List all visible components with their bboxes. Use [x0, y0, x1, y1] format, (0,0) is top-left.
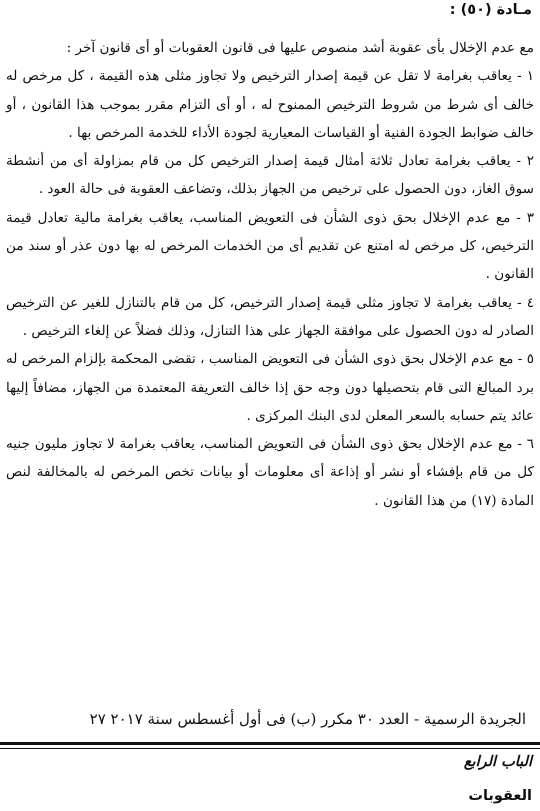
clause-4: ٤ - يعاقب بغرامة لا تجاوز مثلى قيمة إصدار الترخيص، كل من قام بالتنازل للغير عن الترخيص الصادر له دون الحصول على موافقة الجهاز على هذا التنازل، وذلك فضلاً عن إلغاء الترخيص .: [6, 294, 534, 339]
clause-5: ٥ - مع عدم الإخلال بحق ذوى الشأن فى التعويض المناسب ، تقضى المحكمة بإلزام المرخص له برد المبالغ التى قام بتحصيلها دون وجه حق إذا خالف التعريفة المعتمدة من الجهاز، مضافاً إليها عائد يتم حسابه بالسعر المعلن لدى البنك المركزى .: [6, 351, 534, 424]
article-title: مـادة (٥٠) :: [449, 2, 532, 18]
clause-2: ٢ - يعاقب بغرامة تعادل ثلاثة أمثال قيمة إصدار الترخيص كل من قام بمزاولة أى من أنشطة سوق الغاز، دون الحصول على ترخيص من الجهاز بذلك، وتضاعف العقوبة فى حالة العود .: [6, 153, 534, 198]
article-intro: مع عدم الإخلال بأى عقوبة أشد منصوص عليها فى قانون العقوبات أو أى قانون آخر :: [66, 40, 534, 56]
gazette-footer: الجريدة الرسمية - العدد ٣٠ مكرر (ب) فى أول أغسطس سنة ٢٠١٧ ٢٧: [89, 710, 526, 728]
article-body: [6, 34, 534, 515]
clause-1: ١ - يعاقب بغرامة لا تقل عن قيمة إصدار الترخيص ولا تجاوز مثلى هذه القيمة ، كل مرخص له خالف أى شرط من شروط الترخيص الممنوح له ، أو أى التزام مقرر بموجب هذا القانون ، أو خالف ضوابط الجودة الفنية أو القياسات المعيارية لجودة الأداء للخدمة المرخص بها .: [6, 68, 534, 141]
clause-6: ٦ - مع عدم الإخلال بحق ذوى الشأن فى التعويض المناسب، يعاقب بغرامة لا تجاوز مليون جنيه كل من قام بإفشاء أو نشر أو إذاعة أى معلومات أو بيانات تخص المرخص له بالمخالفة لنص المادة (١٧) من هذا القانون .: [6, 436, 534, 509]
chapter-title: الباب الرابع: [463, 754, 532, 770]
chapter-subtitle: العقوبات: [468, 788, 532, 804]
clause-3: ٣ - مع عدم الإخلال بحق ذوى الشأن فى التعويض المناسب، يعاقب بغرامة مالية تعادل قيمة الترخيص، كل مرخص له امتنع عن تقديم أى من الخدمات المرخص له بها دون عذر أو سند من القانون .: [6, 209, 534, 283]
section-divider: [0, 742, 540, 745]
section-divider-thin: [0, 748, 540, 749]
